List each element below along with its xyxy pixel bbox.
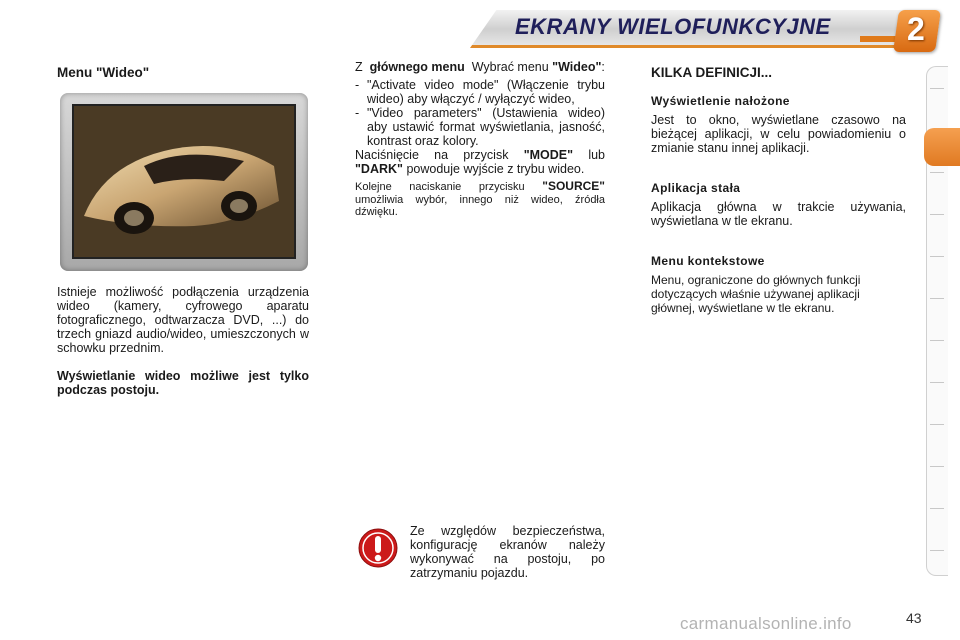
tab-divider <box>930 256 944 257</box>
dark-button-label: "DARK" <box>355 162 403 176</box>
definition-text: Aplikacja główna w trakcie używania, wyświetlana w tle ekranu. <box>651 200 906 228</box>
source-button-label: "SOURCE" <box>542 179 605 193</box>
tab-divider <box>930 298 944 299</box>
chapter-tab-active <box>924 128 960 166</box>
definition-text: Menu, ograniczone do głównych funkcji dotyczących właśnie używanej aplikacji głównej, wyświetlane w tle ekranu. <box>651 273 861 315</box>
page-header <box>0 0 960 54</box>
definition-context-menu <box>651 254 906 315</box>
option-video-parameters: "Video parameters" (Ustawienia wideo) aby ustawić format wyświetlania, jasność, kontrast oraz kolory. <box>367 106 605 148</box>
press-suffix: powoduje wyjście z trybu wideo. <box>406 162 585 176</box>
mode-button-label: "MODE" <box>523 148 574 162</box>
source-instruction <box>355 180 605 219</box>
intro-main-menu: głównego menu <box>369 60 465 74</box>
definition-overlay <box>651 94 906 155</box>
chapter-number: 2 <box>907 11 925 47</box>
car-illustration-icon <box>74 106 294 257</box>
definition-text: Jest to okno, wyświetlane czasowo na bieżącej aplikacji, w celu powiadomieniu o zmianie stanu innej aplikacji. <box>651 113 906 155</box>
video-intro-paragraph: Istnieje możliwość podłączenia urządzenia wideo (kamery, cyfrowego aparatu fotograficznego, odtwarzacza DVD, ...) do trzech gniazd audio/wideo, umieszczonych w schowku przednim. <box>57 285 309 355</box>
mode-dark-instruction <box>355 148 605 176</box>
source-suffix: umożliwia wybór, innego niż wideo, źródła dźwięku. <box>355 193 605 218</box>
display-screen-image <box>72 104 296 259</box>
press-prefix: Naciśnięcie na przycisk <box>355 148 509 162</box>
section-heading-video-menu: Menu "Wideo" <box>57 65 150 80</box>
main-menu-instruction <box>355 60 605 74</box>
tab-divider <box>930 172 944 173</box>
press-or: lub <box>588 148 605 162</box>
safety-warning-text: Ze względów bezpieczeństwa, konfigurację ekranów należy wykonywać na postoju, po zatrzymaniu pojazdu. <box>410 524 605 580</box>
parking-only-notice: Wyświetlanie wideo możliwe jest tylko podczas postoju. <box>57 369 309 397</box>
warning-exclamation-icon <box>358 528 398 568</box>
list-item: - "Video parameters" (Ustawienia wideo) aby ustawić format wyświetlania, jasność, kontrast oraz kolory. <box>355 106 605 148</box>
watermark: carmanualsonline.info <box>680 614 852 633</box>
video-menu-options <box>355 78 605 148</box>
column-left <box>57 60 309 80</box>
definitions-heading: KILKA DEFINICJI... <box>651 65 773 80</box>
chapter-title: EKRANY WIELOFUNKCYJNE <box>515 14 831 39</box>
list-item: - "Activate video mode" (Włączenie trybu wideo) aby włączyć / wyłączyć wideo, <box>355 78 605 106</box>
tab-divider <box>930 466 944 467</box>
tab-divider <box>930 424 944 425</box>
tab-divider <box>930 508 944 509</box>
definition-term: Aplikacja stała <box>651 181 741 195</box>
definition-term: Menu kontekstowe <box>651 254 765 268</box>
source-prefix: Kolejne naciskanie przycisku <box>355 181 525 193</box>
intro-choose: Wybrać menu <box>471 60 549 74</box>
intro-colon: : <box>601 60 605 74</box>
column-left-body <box>57 285 309 397</box>
tab-divider <box>930 214 944 215</box>
column-middle <box>355 60 605 219</box>
option-activate-video: "Activate video mode" (Włączenie trybu wideo) aby włączyć / wyłączyć wideo, <box>367 78 605 106</box>
tab-divider <box>930 88 944 89</box>
column-right <box>651 60 906 315</box>
page-number: 43 <box>906 610 922 626</box>
tab-divider <box>930 382 944 383</box>
definition-term: Wyświetlenie nałożone <box>651 94 790 108</box>
definition-permanent-app <box>651 181 906 228</box>
intro-prefix: Z <box>355 60 363 74</box>
tab-divider <box>930 550 944 551</box>
tab-divider <box>930 340 944 341</box>
intro-video-menu: "Wideo" <box>552 60 602 74</box>
